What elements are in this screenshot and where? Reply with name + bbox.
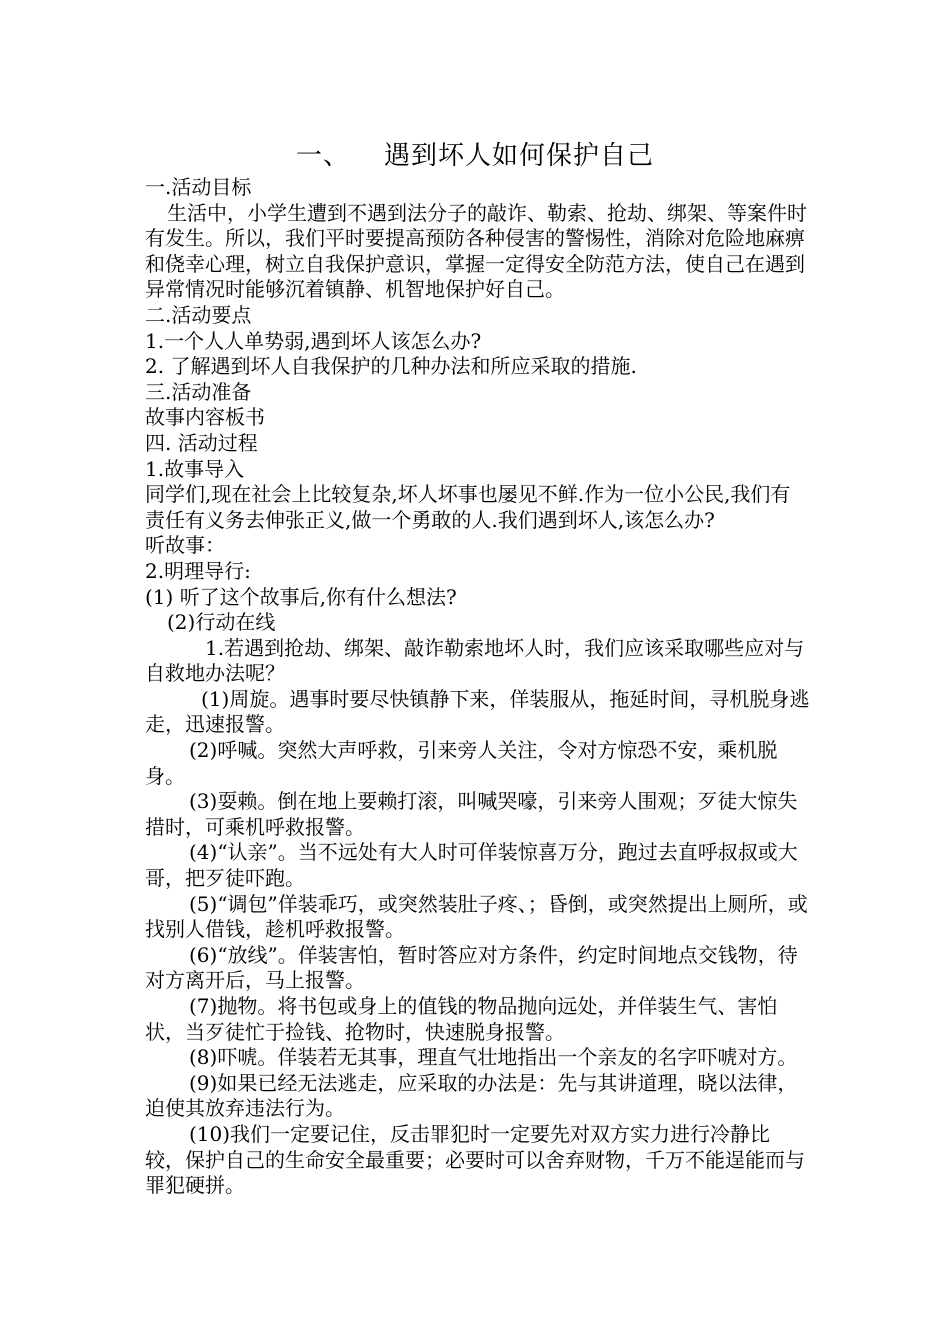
paragraph: 2.明理导行:: [145, 558, 251, 583]
paragraph: (5)“调包”佯装乖巧，或突然装肚子疼、；昏倒，或突然提出上厕所，或找别人借钱，趁机呼救报警。: [145, 891, 808, 942]
paragraph: (1) 听了这个故事后,你有什么想法?: [145, 584, 457, 609]
paragraph: 2. 了解遇到坏人自我保护的几种办法和所应采取的措施.: [145, 354, 637, 379]
paragraph: (9)如果已经无法逃走，应采取的办法是：先与其讲道理，晓以法律，迫使其放弃违法行为。: [145, 1070, 798, 1121]
paragraph: (10)我们一定要记住，反击罪犯时一定要先对双方实力进行冷静比较，保护自己的生命安全最重要；必要时可以舍弃财物，千万不能逞能而与罪犯硬拼。: [145, 1121, 805, 1198]
paragraph: (1)周旋。遇事时要尽快镇静下来，佯装服从，拖延时间，寻机脱身逃走，迅速报警。: [145, 686, 810, 737]
paragraph: (7)抛物。将书包或身上的值钱的物品抛向远处，并佯装生气、害怕状，当歹徒忙于捡钱、抢物时，快速脱身报警。: [145, 994, 778, 1044]
document-body: [145, 175, 810, 1199]
paragraph: 二.活动要点: [145, 302, 252, 327]
paragraph: (6)“放线”。佯装害怕，暂时答应对方条件，约定时间地点交钱物，待对方离开后，马上报警。: [145, 942, 798, 993]
paragraph: 故事内容板书: [145, 405, 265, 430]
paragraph: 生活中，小学生遭到不遇到法分子的敲诈、勒索、抢劫、绑架、等案件时有发生。所以，我们平时要提高预防各种侵害的警惕性，消除对危险地麻痹和侥幸心理，树立自我保护意识，掌握一定得安全防范方法，使自己在遇到异常情况时能够沉着镇静、机智地保护好自己。: [145, 200, 807, 302]
paragraph: 四. 活动过程: [145, 430, 258, 455]
paragraph: 同学们,现在社会上比较复杂,坏人坏事也屡见不鲜.作为一位小公民,我们有责任有义务去伸张正义,做一个勇敢的人.我们遇到坏人,该怎么办?: [145, 482, 791, 532]
paragraph: 1.故事导入: [145, 456, 245, 481]
title-text: 遇到坏人如何保护自己: [384, 141, 655, 171]
document-title: [0, 135, 950, 172]
title-number: 一、: [295, 141, 350, 171]
paragraph: (2)呼喊。突然大声呼救，引来旁人关注，令对方惊恐不安，乘机脱身。: [145, 738, 778, 788]
paragraph: 一.活动目标: [145, 175, 252, 199]
paragraph: (4)“认亲”。当不远处有大人时可佯装惊喜万分，跑过去直呼叔叔或大哥，把歹徒吓跑。: [145, 840, 798, 891]
paragraph: 1.一个人人单势弱,遇到坏人该怎么办?: [145, 328, 482, 353]
paragraph: 听故事：: [145, 533, 225, 558]
paragraph: (3)耍赖。倒在地上要赖打滚，叫喊哭嚎，引来旁人围观；歹徒大惊失措时，可乘机呼救报警。: [145, 789, 798, 839]
paragraph: 三.活动准备: [145, 379, 252, 404]
paragraph: (8)吓唬。佯装若无其事，理直气壮地指出一个亲友的名字吓唬对方。: [189, 1045, 798, 1070]
paragraph: 1.若遇到抢劫、绑架、敲诈勒索地坏人时，我们应该采取哪些应对与自救地办法呢？: [145, 635, 805, 686]
paragraph: (2)行动在线: [167, 610, 276, 635]
